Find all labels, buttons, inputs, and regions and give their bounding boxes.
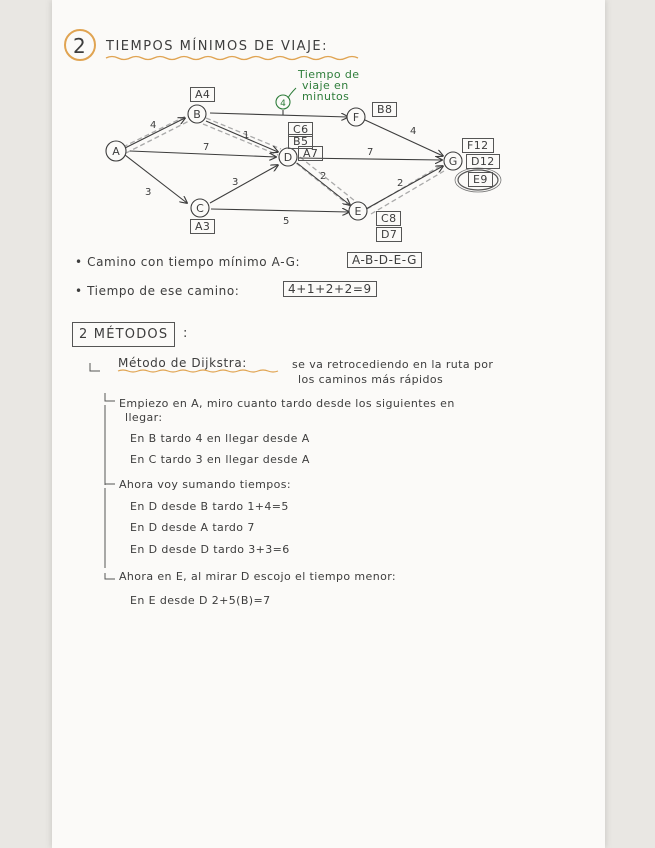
- step-1b: En C tardo 3 en llegar desde A: [130, 453, 310, 466]
- section-title: TIEMPOS MÍNIMOS DE VIAJE:: [106, 39, 329, 54]
- dijkstra-title: Método de Dijkstra:: [118, 356, 247, 370]
- node-f-label: F: [352, 111, 360, 124]
- label-g-3-highlight: E9: [468, 172, 493, 187]
- label-c: A3: [190, 219, 215, 234]
- step-1a: En B tardo 4 en llegar desde A: [130, 432, 310, 445]
- weight-b-d: 1: [243, 130, 250, 141]
- step-2b: En D desde A tardo 7: [130, 521, 255, 534]
- node-b-label: B: [193, 108, 201, 121]
- dijkstra-underline: [118, 370, 278, 372]
- step-2: Ahora voy sumando tiempos:: [119, 478, 291, 491]
- shortest-path-value: A-B-D-E-G: [347, 252, 422, 268]
- weight-a-d: 7: [203, 142, 210, 153]
- step-3a: En E desde D 2+5(B)=7: [130, 594, 271, 607]
- annotation-arrow: [288, 88, 296, 98]
- shortest-path-label: • Camino con tiempo mínimo A-G:: [75, 255, 301, 269]
- step-1-line-2: llegar:: [125, 411, 163, 424]
- step-1-line-1: Empiezo en A, miro cuanto tardo desde los siguientes en: [119, 397, 455, 410]
- node-c-label: C: [196, 202, 204, 215]
- weight-c-e: 5: [283, 216, 290, 227]
- edge-b-d: [206, 121, 278, 152]
- path-time-label: • Tiempo de ese camino:: [75, 284, 240, 298]
- dijkstra-desc-2: los caminos más rápidos: [298, 373, 444, 386]
- step-2c: En D desde D tardo 3+3=6: [130, 543, 290, 556]
- label-e-2: D7: [376, 227, 402, 242]
- label-d-3: A7: [298, 146, 323, 161]
- edge-b-f: [210, 113, 348, 117]
- node-e-label: E: [354, 205, 362, 218]
- annotation-value: 4: [280, 99, 286, 109]
- title-wavy-underline: [106, 57, 358, 60]
- edge-f-g: [365, 120, 443, 156]
- label-g-1: F12: [462, 138, 494, 153]
- weight-c-d: 3: [232, 177, 239, 188]
- annotation-text: [298, 69, 359, 102]
- weight-d-e: 2: [320, 171, 327, 182]
- node-g-label: G: [448, 155, 458, 168]
- weight-a-b: 4: [150, 120, 157, 131]
- edge-c-d: [210, 165, 278, 203]
- node-a-label: A: [112, 145, 120, 158]
- annotation-line-2: viaje en: [302, 79, 349, 92]
- annotation-line-1: Tiempo de: [298, 68, 360, 81]
- section-number: 2: [73, 34, 86, 58]
- methods-header: 2 MÉTODOS: [72, 322, 175, 347]
- label-f: B8: [372, 102, 397, 117]
- edge-c-e: [211, 209, 349, 212]
- weight-e-g: 2: [397, 178, 404, 189]
- edge-d-e: [297, 163, 350, 205]
- weight-a-c: 3: [145, 187, 152, 198]
- node-d-label: D: [283, 151, 293, 164]
- label-g-2: D12: [466, 154, 500, 169]
- methods-header-colon: :: [183, 326, 189, 341]
- weight-d-g: 7: [367, 147, 374, 158]
- weight-f-g: 4: [410, 126, 417, 137]
- edge-e-g: [366, 166, 443, 209]
- annotation-line-3: minutos: [302, 90, 350, 103]
- path-time-value: 4+1+2+2=9: [283, 281, 377, 297]
- step-2a: En D desde B tardo 1+4=5: [130, 500, 289, 513]
- edge-a-c: [125, 155, 187, 203]
- outline-tree-lines: [90, 363, 115, 579]
- step-3: Ahora en E, al mirar D escojo el tiempo menor:: [119, 570, 397, 583]
- label-b: A4: [190, 87, 215, 102]
- dijkstra-desc-1: se va retrocediendo en la ruta por: [292, 358, 494, 371]
- label-e-1: C8: [376, 211, 401, 226]
- label-d-2: B5: [288, 134, 313, 149]
- label-d-1: C6: [288, 122, 313, 137]
